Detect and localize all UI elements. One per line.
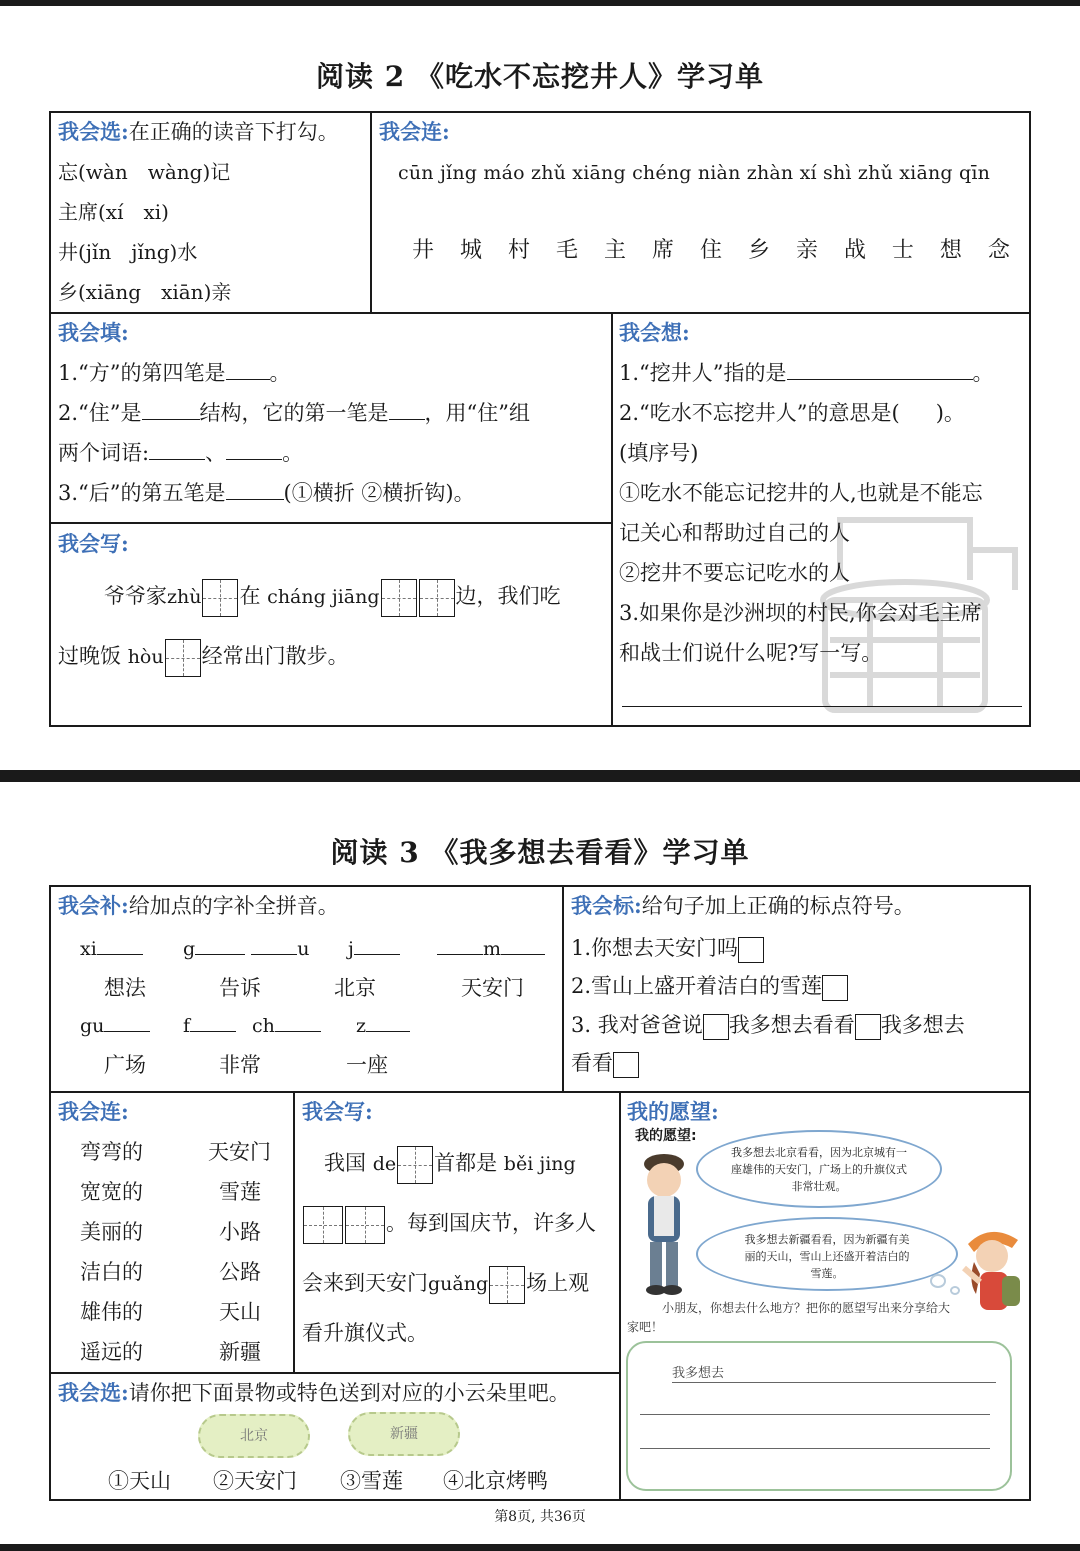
punct-box[interactable] bbox=[822, 975, 848, 1001]
write-line2 bbox=[58, 636, 349, 677]
complete-label: 我会补: bbox=[58, 893, 129, 918]
fill-q2-text: 、 bbox=[205, 441, 227, 465]
pinyin-initial: g bbox=[183, 938, 196, 960]
pinyin-initial: xi bbox=[80, 938, 97, 960]
connect-label: 我会连: bbox=[379, 119, 450, 144]
think-q2 bbox=[619, 403, 965, 424]
pinyin-blank-row bbox=[80, 1017, 150, 1036]
tianzige-box[interactable] bbox=[397, 1146, 433, 1184]
think-text: 。 bbox=[972, 361, 994, 385]
fill-q1-end: 。 bbox=[269, 361, 291, 385]
wish-write-start: 我多想去 bbox=[672, 1366, 725, 1381]
word: 想法 bbox=[104, 976, 146, 1000]
think-q3: 和战士们说什么呢?写一写。 bbox=[619, 641, 883, 665]
think-text: 1.“挖井人”指的是 bbox=[619, 361, 787, 385]
connect-pinyin-row[interactable]: cūn jǐng máo zhǔ xiāng chéng niàn zhàn xí shì zhǔ xiāng qīn bbox=[398, 162, 991, 184]
pinyin-initial: m bbox=[483, 938, 502, 960]
page-number: 第8页, 共36页 bbox=[494, 1509, 586, 1525]
answer-blank[interactable] bbox=[437, 954, 483, 955]
choose-item[interactable]: 井(jǐn jǐng)水 bbox=[58, 240, 198, 264]
fill-q2 bbox=[58, 403, 530, 424]
wish-writing-box[interactable] bbox=[626, 1341, 1012, 1491]
sheet2-title: 阅读 2 《吃水不忘挖井人》学习单 bbox=[316, 60, 764, 93]
fill-q2-text: ，用“住”组 bbox=[424, 401, 530, 425]
think-text: 2.“吃水不忘挖井人”的意思是( bbox=[619, 401, 900, 425]
divider bbox=[49, 1091, 1031, 1093]
connect-right-item[interactable]: 天山 bbox=[219, 1300, 261, 1324]
select-option[interactable]: ①天山 bbox=[108, 1469, 171, 1493]
fill-q2-text: 2.“住”是 bbox=[58, 401, 142, 425]
sentence: 我多想去 bbox=[880, 1013, 965, 1037]
pinyin-blank-row bbox=[356, 1017, 410, 1036]
connect-right-item[interactable]: 雪莲 bbox=[219, 1180, 261, 1204]
answer-blank[interactable] bbox=[226, 379, 270, 380]
top-border bbox=[0, 0, 1080, 6]
sheet3-title: 阅读 3 《我多想去看看》学习单 bbox=[330, 836, 750, 869]
choose-section bbox=[58, 121, 339, 143]
pinyin-initial: j bbox=[348, 938, 354, 960]
word: 广场 bbox=[104, 1053, 146, 1077]
wish-prompt: 家吧！ bbox=[627, 1320, 664, 1334]
select-option[interactable]: ③雪莲 bbox=[340, 1469, 403, 1493]
write-label: 我会写: bbox=[302, 1099, 373, 1124]
boy-illustration bbox=[634, 1150, 698, 1300]
answer-blank[interactable] bbox=[501, 954, 545, 955]
answer-blank[interactable] bbox=[354, 954, 400, 955]
fill-q2-text: 结构，它的第一笔是 bbox=[199, 401, 389, 425]
sentence: 我多想去看看 bbox=[728, 1013, 855, 1037]
choose-instruction: 在正确的读音下打勾。 bbox=[128, 120, 339, 144]
writing-line[interactable] bbox=[640, 1414, 990, 1415]
word: 一座 bbox=[346, 1053, 388, 1077]
pinyin-hint: hòu bbox=[127, 646, 164, 668]
punct-instruction: 给句子加上正确的标点符号。 bbox=[641, 894, 915, 918]
pinyin-hint: běi jing bbox=[503, 1153, 576, 1175]
bottom-border bbox=[0, 1544, 1080, 1551]
answer-blank[interactable] bbox=[195, 954, 245, 955]
answer-blank[interactable] bbox=[251, 954, 297, 955]
pinyin-initial: z bbox=[356, 1015, 367, 1037]
thought-bubble bbox=[930, 1274, 946, 1288]
think-option: ①吃水不能忘记挖井的人,也就是不能忘 bbox=[619, 481, 983, 505]
pinyin-initial: gu bbox=[80, 1015, 105, 1037]
connect-label: 我会连: bbox=[58, 1099, 129, 1124]
answer-blank[interactable] bbox=[275, 1031, 321, 1032]
pinyin-hint: guǎng bbox=[428, 1273, 489, 1295]
pinyin-blank-row bbox=[183, 1017, 236, 1036]
tianzige-box[interactable] bbox=[419, 579, 455, 617]
select-instruction: 请你把下面景物或特色送到对应的小云朵里吧。 bbox=[128, 1381, 570, 1405]
choose-label: 我会选: bbox=[58, 119, 129, 144]
pinyin-blank-row bbox=[437, 940, 545, 959]
think-q3: 3.如果你是沙洲坝的村民,你会对毛主席 bbox=[619, 601, 982, 625]
answer-blank[interactable] bbox=[142, 419, 200, 420]
divider bbox=[293, 1091, 295, 1373]
speech-cloud: 我多想去北京看看，因为北京城有一座雄伟的天安门，广场上的升旗仪式非常壮观。 bbox=[696, 1130, 942, 1208]
word: 北京 bbox=[334, 976, 376, 1000]
punct-box[interactable] bbox=[613, 1052, 639, 1078]
word: 非常 bbox=[219, 1053, 261, 1077]
connect-left-item[interactable]: 洁白的 bbox=[80, 1260, 143, 1284]
connect-left-item[interactable]: 遥远的 bbox=[80, 1340, 143, 1364]
connect-left-item[interactable]: 宽宽的 bbox=[80, 1180, 143, 1204]
fill-q1-text: 1.“方”的第四笔是 bbox=[58, 361, 226, 385]
write-line2 bbox=[302, 1203, 596, 1244]
tianzige-box[interactable] bbox=[381, 579, 417, 617]
girl-illustration bbox=[960, 1222, 1026, 1322]
think-option: 记关心和帮助过自己的人 bbox=[619, 521, 850, 545]
write-text: 在 bbox=[239, 584, 261, 608]
divider bbox=[49, 1372, 620, 1374]
punct-section bbox=[571, 895, 915, 917]
think-text: )。 bbox=[935, 401, 965, 425]
divider bbox=[49, 312, 1031, 314]
complete-instruction: 给加点的字补全拼音。 bbox=[128, 894, 339, 918]
answer-blank[interactable] bbox=[97, 954, 143, 955]
word: 天安门 bbox=[461, 976, 524, 1000]
divider bbox=[49, 522, 612, 524]
fill-q1 bbox=[58, 363, 291, 384]
answer-line[interactable] bbox=[622, 706, 1022, 707]
punct-s1 bbox=[571, 935, 764, 963]
pinyin-final: u bbox=[297, 938, 310, 960]
punct-label: 我会标: bbox=[571, 893, 642, 918]
connect-left-item[interactable]: 雄伟的 bbox=[80, 1300, 143, 1324]
speech-cloud: 我多想去新疆看看，因为新疆有美丽的天山，雪山上还盛开着洁白的雪莲。 bbox=[696, 1217, 958, 1291]
divider bbox=[562, 885, 564, 1092]
punct-s3-cont bbox=[571, 1050, 639, 1078]
think-label: 我会想: bbox=[619, 320, 690, 345]
fill-q3-text: 3.“后”的第五笔是 bbox=[58, 481, 226, 505]
fill-q2-text: 两个词语: bbox=[58, 441, 150, 465]
punct-box[interactable] bbox=[738, 937, 764, 963]
word: 告诉 bbox=[219, 976, 261, 1000]
think-q1 bbox=[619, 363, 994, 384]
write-line1 bbox=[104, 576, 561, 617]
fill-q2-cont bbox=[58, 443, 303, 464]
tianzige-box[interactable] bbox=[165, 639, 201, 677]
punct-box[interactable] bbox=[703, 1014, 729, 1040]
cloud-beijing[interactable]: 北京 bbox=[198, 1414, 310, 1458]
fill-q3 bbox=[58, 483, 475, 504]
pinyin-hint: de bbox=[372, 1153, 397, 1175]
complete-section bbox=[58, 895, 339, 917]
write-text: 爷爷家 bbox=[104, 584, 167, 608]
write-text: 会来到天安门 bbox=[302, 1271, 428, 1295]
fill-q2-text: 。 bbox=[282, 441, 304, 465]
pinyin-blank-row bbox=[348, 940, 400, 959]
thought-bubble bbox=[950, 1286, 960, 1295]
write-line4: 看升旗仪式。 bbox=[302, 1321, 428, 1345]
pinyin-blank-row bbox=[80, 940, 143, 959]
divider bbox=[370, 111, 372, 313]
think-option: ②挖井不要忘记吃水的人 bbox=[619, 561, 850, 585]
answer-blank[interactable] bbox=[787, 379, 973, 380]
connect-right-item[interactable]: 小路 bbox=[219, 1220, 261, 1244]
sentence: 看看 bbox=[571, 1051, 613, 1075]
pinyin-hint: cháng jiāng bbox=[267, 586, 380, 608]
choose-item[interactable]: 乡(xiāng xiān)亲 bbox=[58, 280, 232, 304]
write-text: 经常出门散步。 bbox=[201, 644, 349, 668]
select-section bbox=[58, 1382, 570, 1404]
connect-left-item[interactable]: 美丽的 bbox=[80, 1220, 143, 1244]
answer-blank[interactable] bbox=[389, 419, 425, 420]
write-line3 bbox=[302, 1263, 589, 1304]
writing-line[interactable] bbox=[640, 1448, 990, 1449]
writing-line[interactable] bbox=[672, 1382, 996, 1383]
connect-char-row[interactable]: 井 城 村 毛 主 席 住 乡 亲 战 士 想 念 bbox=[412, 238, 1010, 263]
pinyin-hint: zhù bbox=[167, 586, 202, 608]
choose-item[interactable]: 忘(wàn wàng)记 bbox=[58, 160, 231, 184]
select-option[interactable]: ②天安门 bbox=[213, 1469, 297, 1493]
divider bbox=[619, 1091, 621, 1501]
tianzige-box[interactable] bbox=[303, 1206, 343, 1244]
answer-blank[interactable] bbox=[366, 1031, 410, 1032]
connect-right-item[interactable]: 天安门 bbox=[208, 1140, 271, 1164]
tianzige-box[interactable] bbox=[489, 1266, 525, 1304]
punct-s2 bbox=[571, 973, 848, 1001]
pinyin-blank-row bbox=[183, 940, 309, 959]
pinyin-initial: ch bbox=[252, 1015, 275, 1037]
write-line1 bbox=[324, 1143, 576, 1184]
write-text: 场上观 bbox=[526, 1271, 590, 1295]
sentence: 1.你想去天安门吗 bbox=[571, 936, 739, 960]
select-label: 我会选: bbox=[58, 1380, 129, 1405]
answer-blank[interactable] bbox=[226, 499, 284, 500]
connect-left-item[interactable]: 弯弯的 bbox=[80, 1140, 143, 1164]
answer-blank[interactable] bbox=[104, 1031, 150, 1032]
answer-blank[interactable] bbox=[226, 459, 282, 460]
sentence: 2.雪山上盛开着洁白的雪莲 bbox=[571, 974, 823, 998]
answer-blank[interactable] bbox=[190, 1031, 236, 1032]
connect-right-item[interactable]: 新疆 bbox=[219, 1340, 261, 1364]
fill-q3-text: (①横折 ②横折钩)。 bbox=[283, 481, 475, 505]
fill-label: 我会填: bbox=[58, 320, 129, 345]
punct-s3 bbox=[571, 1012, 965, 1040]
tianzige-box[interactable] bbox=[345, 1206, 385, 1244]
choose-item[interactable]: 主席(xí xi) bbox=[58, 200, 169, 224]
pinyin-blank-row bbox=[252, 1017, 321, 1036]
write-text: 首都是 bbox=[434, 1151, 498, 1175]
connect-right-item[interactable]: 公路 bbox=[219, 1260, 261, 1284]
write-text: 过晚饭 bbox=[58, 644, 121, 668]
sentence: 3. 我对爸爸说 bbox=[571, 1013, 703, 1037]
wish-prompt: 小朋友，你想去什么地方？把你的愿望写出来分享给大 bbox=[662, 1301, 951, 1315]
divider bbox=[611, 312, 613, 727]
tianzige-box[interactable] bbox=[202, 579, 238, 617]
cloud-xinjiang[interactable]: 新疆 bbox=[348, 1412, 460, 1456]
write-label: 我会写: bbox=[58, 531, 129, 556]
think-q2-hint: (填序号) bbox=[619, 441, 699, 465]
pinyin-initial: f bbox=[183, 1015, 191, 1037]
answer-blank[interactable] bbox=[149, 459, 205, 460]
write-text: 边，我们吃 bbox=[455, 584, 561, 608]
write-text: 我国 bbox=[324, 1151, 366, 1175]
punct-box[interactable] bbox=[855, 1014, 881, 1040]
write-text: 。每到国庆节，许多人 bbox=[386, 1211, 596, 1235]
page-divider bbox=[0, 770, 1080, 782]
wish-sub: 我的愿望: bbox=[635, 1128, 697, 1144]
wish-label: 我的愿望: bbox=[627, 1099, 719, 1124]
select-option[interactable]: ④北京烤鸭 bbox=[443, 1469, 548, 1493]
